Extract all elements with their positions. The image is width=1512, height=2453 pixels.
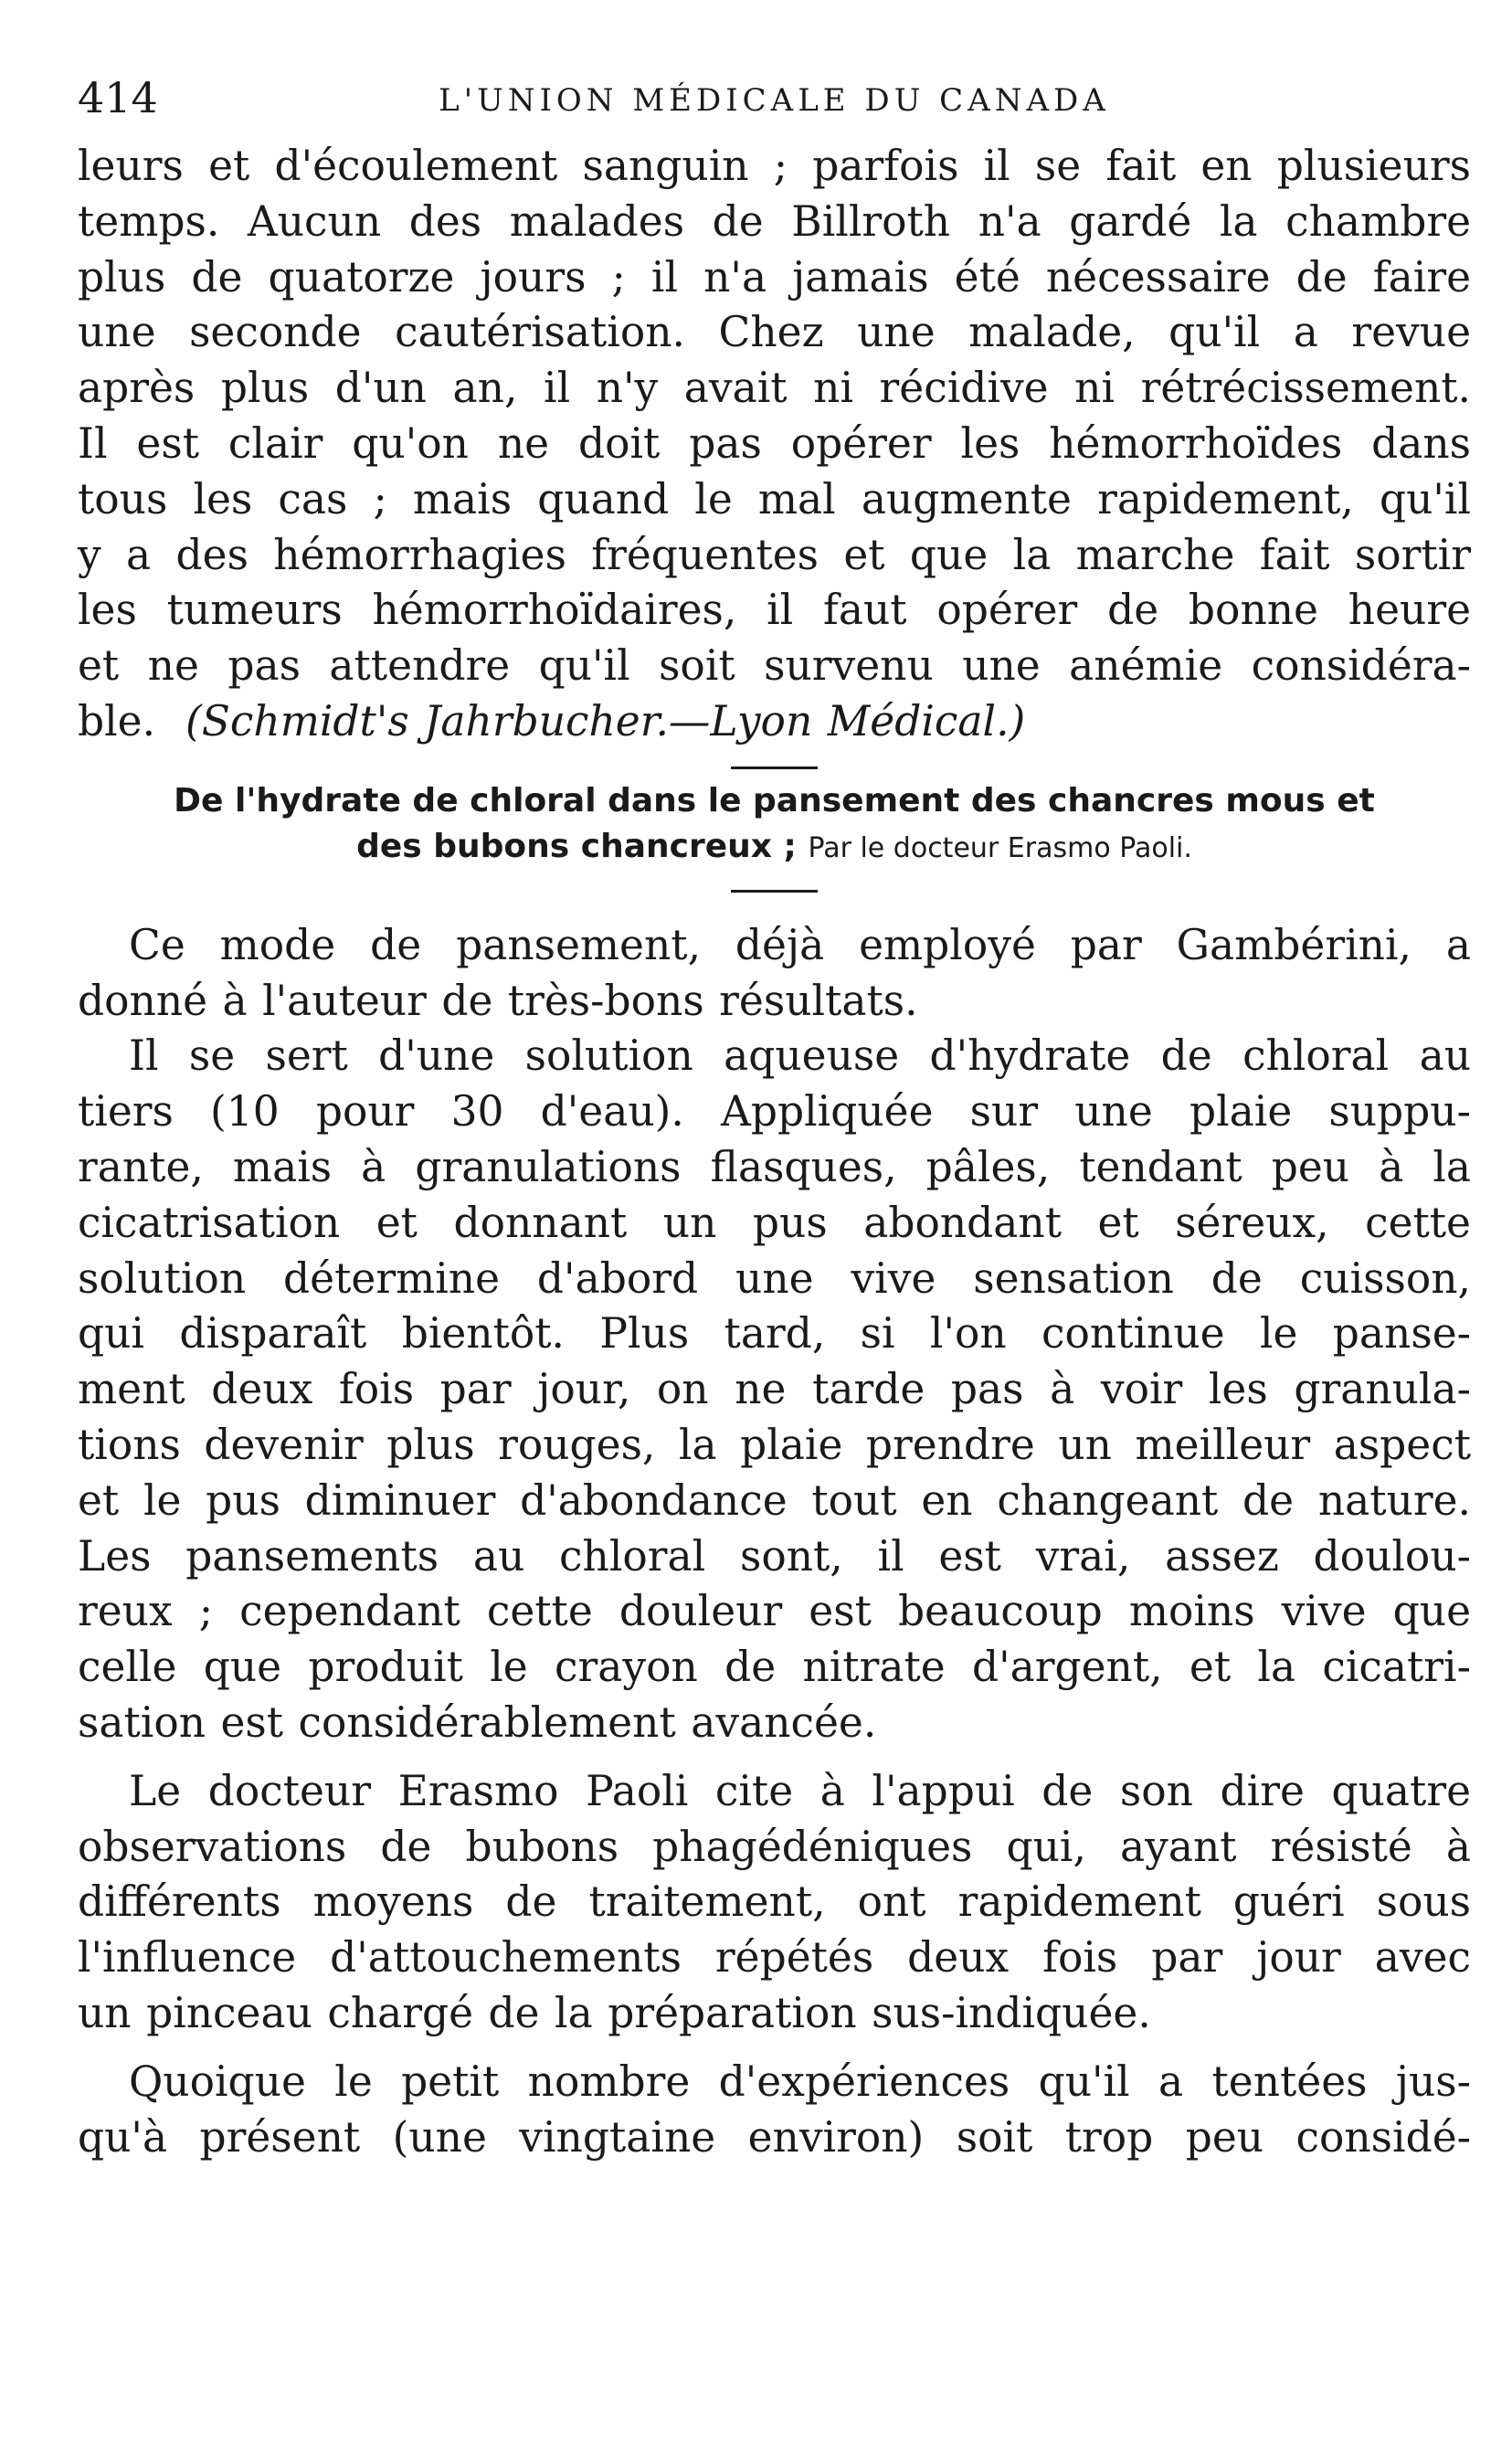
text-line: un pinceau chargé de la préparation sus-indiquée. [78, 1988, 1151, 2037]
page-number: 414 [78, 73, 158, 122]
continued-paragraph [78, 139, 1471, 750]
text-line: et ne pas attendre qu'il soit survenu une anémie considéra- [78, 641, 1471, 691]
text-line: temps. Aucun des malades de Billroth n'a gardé la chambre [78, 196, 1471, 246]
text-line: l'influence d'attouchements répétés deux fois par jour avec [78, 1933, 1471, 1982]
text-line: Il se sert d'une solution aqueuse d'hydrate de chloral au [129, 1031, 1471, 1081]
text-line: différents moyens de traitement, ont rapidement guéri sous [78, 1877, 1471, 1927]
text-line: tous les cas ; mais quand le mal augmente rapidement, qu'il [78, 474, 1471, 523]
text-line: qu'à présent (une vingtaine environ) soit trop peu considé- [78, 2112, 1471, 2162]
article-heading [78, 778, 1471, 872]
text-line: reux ; cependant cette douleur est beaucoup moins vive que [78, 1587, 1471, 1636]
text-line: plus de quatorze jours ; il n'a jamais été nécessaire de faire [78, 252, 1471, 301]
article-author: Par le docteur Erasmo Paoli. [808, 831, 1192, 864]
text-line: ment deux fois par jour, on ne tarde pas à voir les granula- [78, 1365, 1471, 1414]
text-line: après plus d'un an, il n'y avait ni récidive ni rétrécissement. [78, 364, 1471, 413]
running-head: L'UNION MÉDICALE DU CANADA [439, 82, 1110, 119]
text-line: les tumeurs hémorrhoïdaires, il faut opérer de bonne heure [78, 586, 1471, 635]
text-fragment: ble. [78, 696, 156, 745]
text-line: Quoique le petit nombre d'expériences qu'il a tentées jus- [129, 2057, 1471, 2106]
paragraph [78, 918, 1471, 1030]
article-title-line-2 [78, 824, 1471, 872]
section-divider [731, 767, 818, 769]
text-line: leurs et d'écoulement sanguin ; parfois il se fait en plusieurs [78, 142, 1471, 190]
text-line: Il est clair qu'on ne doit pas opérer les hémorrhoïdes dans [78, 418, 1471, 468]
text-line: y a des hémorrhagies fréquentes et que la marche fait sortir [78, 530, 1471, 579]
paragraph [78, 1029, 1471, 1750]
text-line: qui disparaît bientôt. Plus tard, si l'on continue le panse- [78, 1309, 1471, 1359]
text-line: rante, mais à granulations flasques, pâles, tendant peu à la [78, 1142, 1471, 1191]
text-line: solution détermine d'abord une vive sensation de cuisson, [78, 1253, 1471, 1303]
document-page [78, 57, 1471, 2165]
article-title-line: De l'hydrate de chloral dans le pansement des chancres mous et [174, 781, 1375, 819]
text-line: et le pus diminuer d'abondance tout en changeant de nature. [78, 1475, 1471, 1525]
text-line: donné à l'auteur de très-bons résultats. [78, 976, 918, 1025]
page-header [78, 57, 1471, 139]
text-line: Le docteur Erasmo Paoli cite à l'appui de son dire quatre [129, 1766, 1471, 1815]
paragraph [78, 2055, 1471, 2166]
paragraph [78, 1764, 1471, 2042]
text-line: celle que produit le crayon de nitrate d'argent, et la cicatri- [78, 1643, 1471, 1692]
text-line: tions devenir plus rouges, la plaie prendre un meilleur aspect [78, 1420, 1471, 1469]
text-line: tiers (10 pour 30 d'eau). Appliquée sur une plaie suppu- [78, 1087, 1471, 1137]
text-line: sation est considérablement avancée. [78, 1697, 877, 1747]
text-line: cicatrisation et donnant un pus abondant et séreux, cette [78, 1198, 1471, 1247]
text-line: Les pansements au chloral sont, il est vrai, assez doulou- [78, 1531, 1471, 1581]
text-line: observations de bubons phagédéniques qui, ayant résisté à [78, 1822, 1471, 1871]
text-line-with-citation [78, 694, 1471, 750]
text-line: Ce mode de pansement, déjà employé par Gambérini, a [129, 920, 1471, 969]
heading-divider [731, 890, 818, 893]
source-citation: (Schmidt's Jahrbucher.—Lyon Médical.) [185, 696, 1026, 745]
article-title-fragment: des bubons chancreux ; [356, 827, 797, 865]
text-line: une seconde cautérisation. Chez une malade, qu'il a revue [78, 308, 1471, 357]
